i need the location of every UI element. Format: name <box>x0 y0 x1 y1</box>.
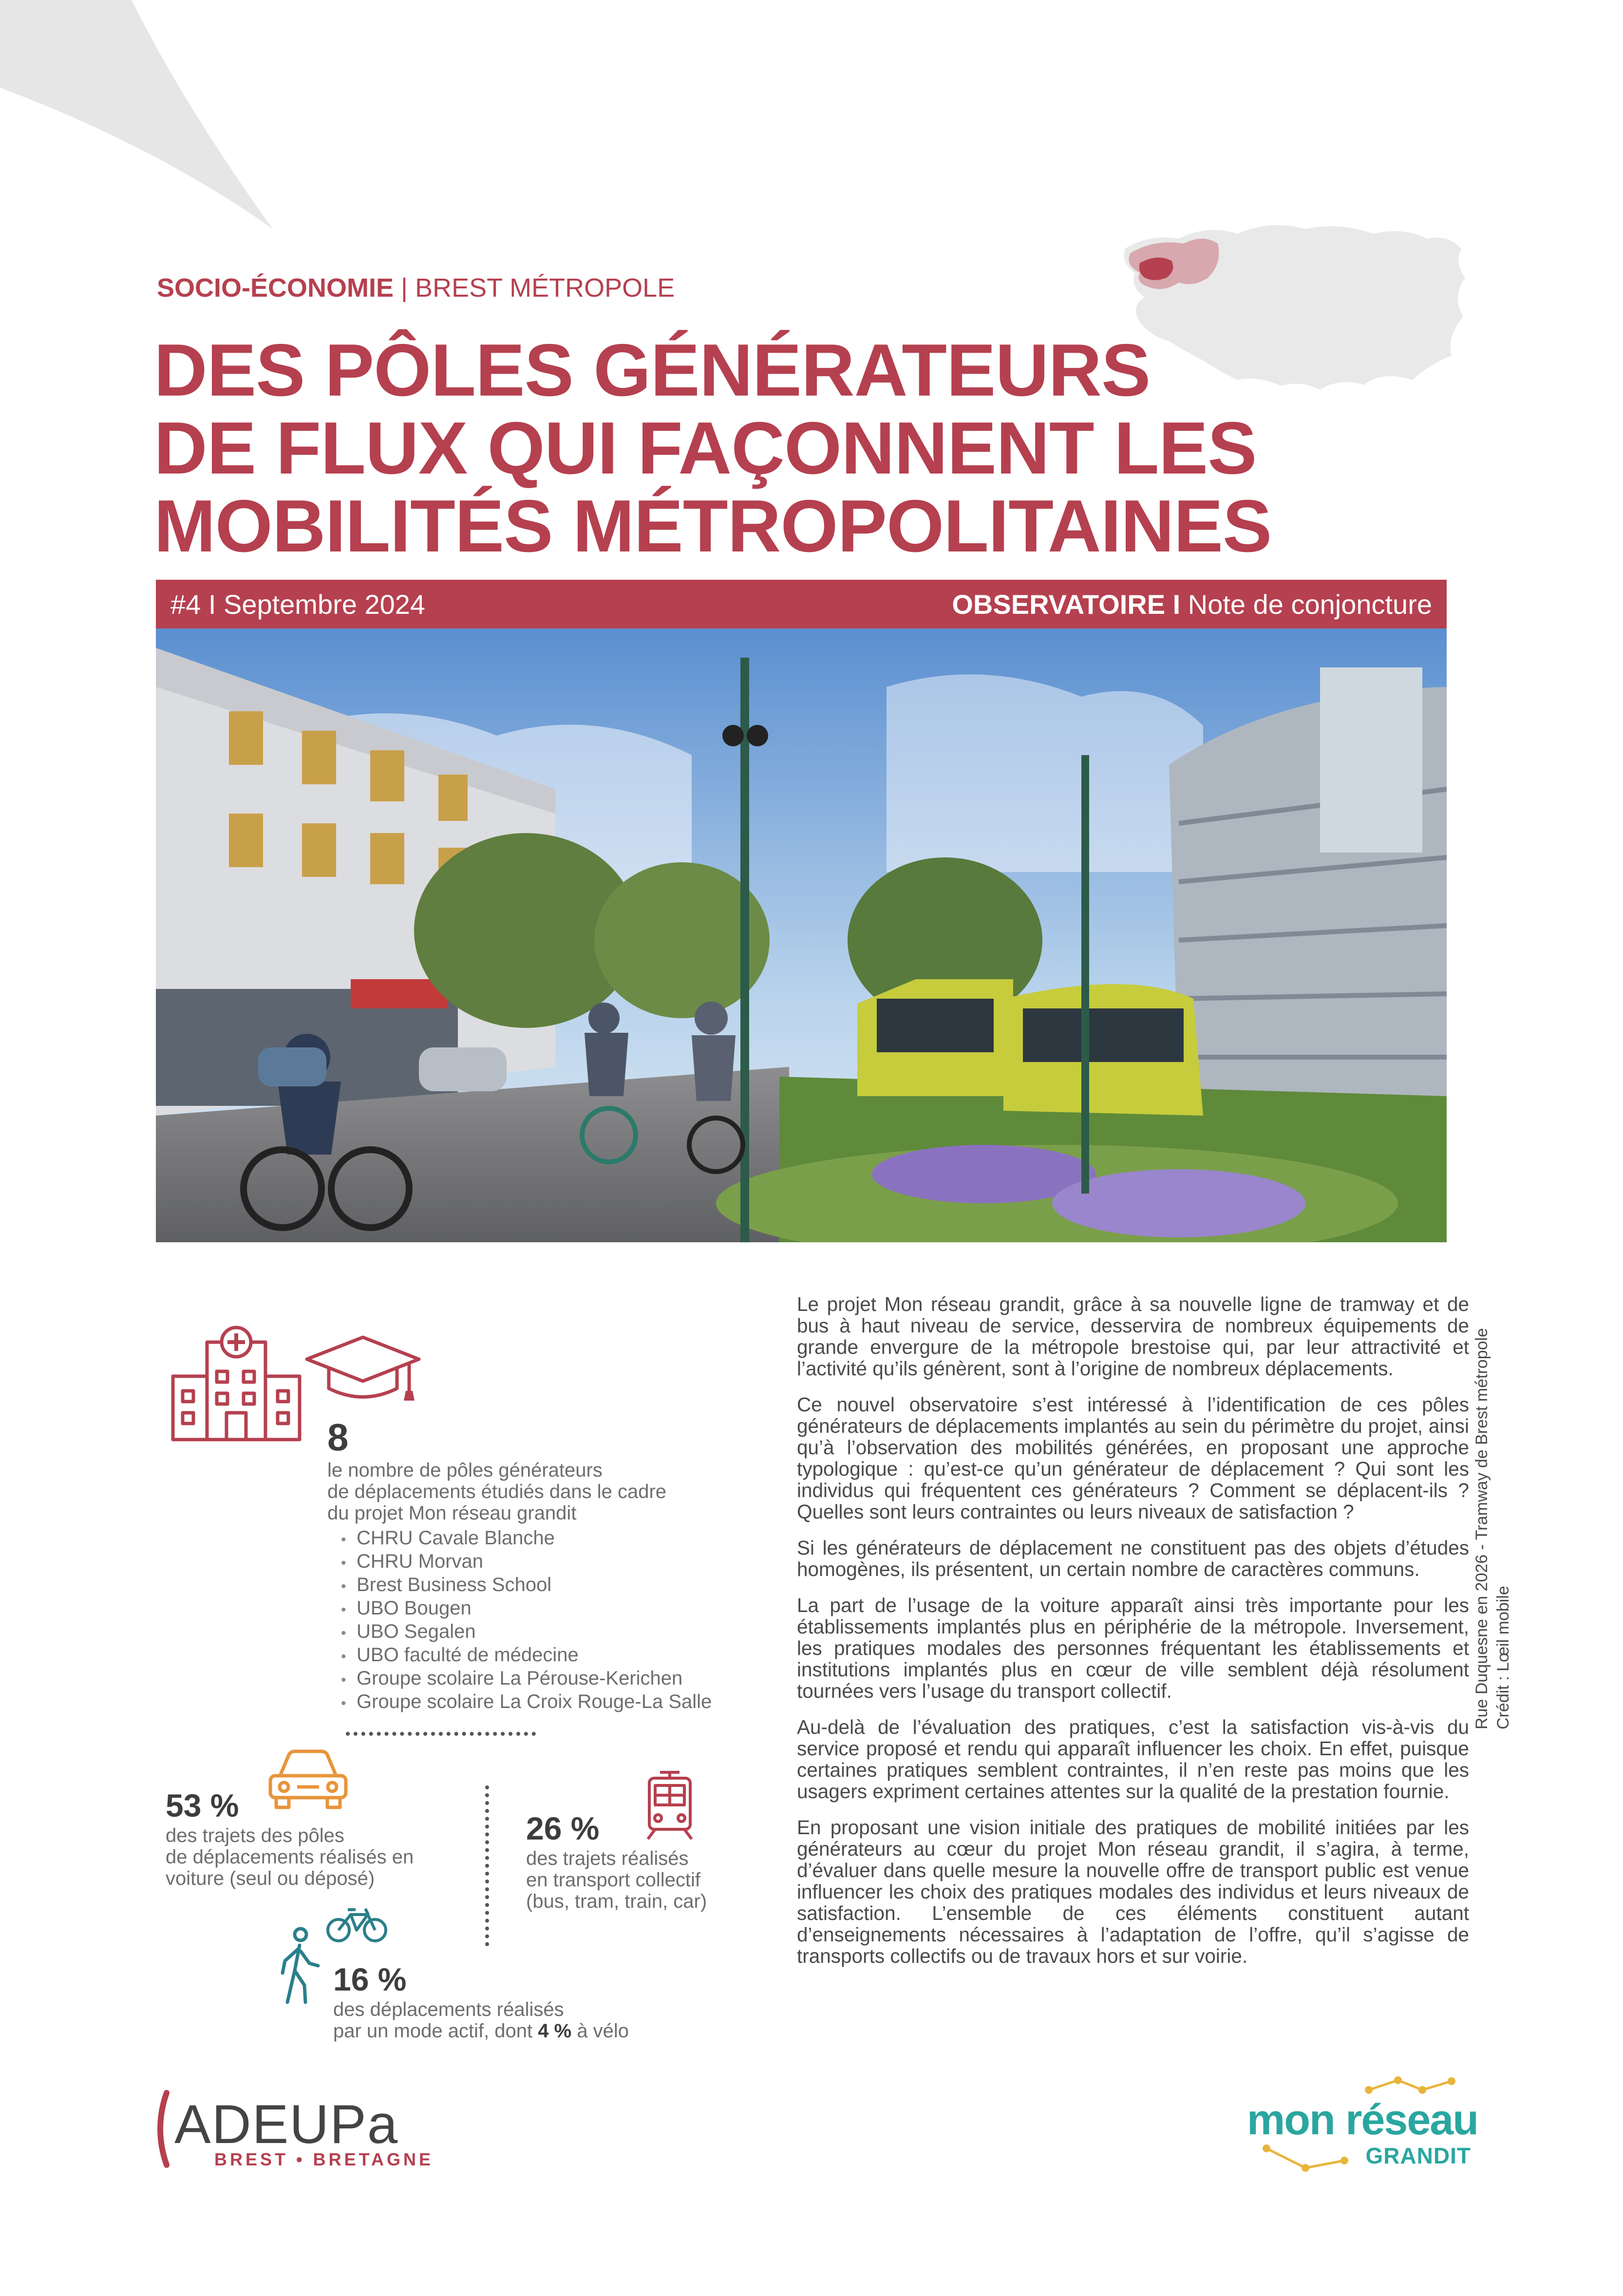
kicker <box>157 273 675 303</box>
transit-desc-line: des trajets réalisés <box>526 1848 689 1869</box>
page-title <box>154 329 1430 568</box>
tramway-photo <box>156 628 1447 1242</box>
dotted-divider <box>346 1732 536 1736</box>
body-text <box>797 1293 1469 1981</box>
series-rest: Note de conjoncture <box>1180 589 1432 620</box>
train-icon <box>645 1768 694 1841</box>
adeupa-bracket-icon <box>151 2090 170 2168</box>
title-line: DE FLUX QUI FAÇONNENT LES <box>154 407 1257 490</box>
poles-description <box>327 1460 666 1524</box>
place-label: BREST MÉTROPOLE <box>415 273 675 303</box>
category-label: SOCIO-ÉCONOMIE <box>157 273 394 303</box>
series-bold: OBSERVATOIRE I <box>952 589 1181 620</box>
poles-count: 8 <box>327 1416 349 1459</box>
issue-label: #4 I Septembre 2024 <box>170 589 426 620</box>
bike-share-value: 4 % <box>538 2020 572 2042</box>
paragraph: Au-delà de l’évaluation des pratiques, c’est la satisfaction vis-à-vis du service proposé et rendu qui apparaît influencer les choix. En effet, puisque certaines pratiques semblent contraintes, il n’en reste pas moins que les usagers expriment certaines attentes sur la qualité de la prestation fournie. <box>797 1716 1469 1803</box>
adeupa-logo <box>151 2090 434 2169</box>
transit-desc-line: (bus, tram, train, car) <box>526 1891 707 1912</box>
graduation-cap-icon <box>304 1335 421 1408</box>
car-icon <box>265 1749 351 1810</box>
credit-author: Crédit : Lœil mobile <box>1494 1586 1512 1729</box>
title-line: DES PÔLES GÉNÉRATEURS <box>154 329 1151 412</box>
active-desc-line: des déplacements réalisés <box>333 1999 564 2020</box>
adeupa-name: ADEUPa <box>174 2094 399 2155</box>
list-item: • Groupe scolaire La Croix Rouge-La Salle <box>341 1691 712 1714</box>
poles-desc-line: de déplacements étudiés dans le cadre <box>327 1481 667 1502</box>
active-desc-post: à vélo <box>571 2020 629 2042</box>
car-desc-line: voiture (seul ou déposé) <box>166 1868 375 1889</box>
active-share-value: 16 % <box>333 1961 407 1997</box>
list-item: • UBO faculté de médecine <box>341 1644 712 1668</box>
list-item: • CHRU Cavale Blanche <box>341 1527 712 1551</box>
kicker-separator: | <box>401 273 408 303</box>
poles-desc-line: le nombre de pôles générateurs <box>327 1460 603 1481</box>
active-description <box>333 1999 629 2042</box>
credit-caption: Rue Duquesne en 2026 - Tramway de Brest métropole <box>1472 1328 1491 1729</box>
poles-desc-line: du projet Mon réseau grandit <box>327 1502 577 1524</box>
hospital-icon <box>170 1323 302 1442</box>
info-bar <box>156 580 1447 628</box>
transit-share-value: 26 % <box>526 1810 600 1846</box>
decorative-swoosh <box>0 0 302 253</box>
grandit-text: GRANDIT <box>1365 2143 1471 2168</box>
active-desc-line2 <box>333 2020 629 2042</box>
car-desc-line: de déplacements réalisés en <box>166 1846 414 1868</box>
photo-credit <box>1471 1247 1512 1734</box>
transit-desc-line: en transport collectif <box>526 1869 700 1891</box>
poles-list <box>341 1527 712 1714</box>
bicycle-icon <box>326 1905 387 1944</box>
car-desc-line: des trajets des pôles <box>166 1825 344 1846</box>
paragraph: Si les générateurs de déplacement ne constituent pas des objets d’études homogènes, ils présentent, un certain nombre de caractères communs. <box>797 1537 1469 1580</box>
mon-reseau-grandit-logo <box>1247 2075 1476 2173</box>
list-item: • UBO Bougen <box>341 1597 712 1621</box>
list-item: • Groupe scolaire La Pérouse-Kerichen <box>341 1668 712 1691</box>
paragraph: En proposant une vision initiale des pratiques de mobilité initiées par les générateurs au cœur du projet Mon réseau grandit, il s’agira, à terme, d’évaluer dans quelle mesure la nouvelle offre de transport public est venue influencer les choix des pratiques modales des individus et leurs niveaux de satisfaction. L’ensemble de ces éléments constituent autant d’enseignements nécessaires à l’adaptation de l’offre, qu’il s’agisse de transports collectifs ou de travaux hors et sur voirie. <box>797 1816 1469 1967</box>
paragraph: Ce nouvel observatoire s’est intéressé à l’identification de ces pôles générateurs de déplacements implantés au sein du périmètre du projet, ainsi qu’à l’observation des mobilités générées, en proposant une approche typologique : qu’est-ce qu’un générateur de déplacement ? Qui sont les individus qui fréquentent ces générateurs ? Comment se déplacent-ils ? Quelles sont leurs contraintes ou leurs niveaux de satisfaction ? <box>797 1393 1469 1523</box>
paragraph: Le projet Mon réseau grandit, grâce à sa nouvelle ligne de tramway et de bus à haut niveau de service, desservira de nombreux équipements de grande envergure de la métropole brestoise qui, par leur attractivité et l’activité qu’ils génèrent, sont à l’origine de nombreux déplacements. <box>797 1293 1469 1380</box>
mon-reseau-text: mon réseau <box>1247 2095 1478 2144</box>
transit-description <box>526 1848 707 1912</box>
list-item: • Brest Business School <box>341 1574 712 1597</box>
active-desc-pre: par un mode actif, dont <box>333 2020 538 2042</box>
vertical-dotted-divider <box>485 1785 489 1946</box>
title-line: MOBILITÉS MÉTROPOLITAINES <box>154 485 1272 568</box>
car-description <box>166 1825 414 1889</box>
paragraph: La part de l’usage de la voiture apparaît ainsi très importante pour les établissements implantés plus en périphérie de la métropole. Inversement, les pratiques modales des personnes fréquentant les établissements et institutions implantés plus en cœur de ville semblent déjà résolument tournées vers l’usage du transport collectif. <box>797 1594 1469 1702</box>
list-item: • CHRU Morvan <box>341 1551 712 1574</box>
series-label <box>952 588 1432 620</box>
car-share-value: 53 % <box>166 1787 239 1823</box>
list-item: • UBO Segalen <box>341 1621 712 1644</box>
adeupa-tagline: BREST • BRETAGNE <box>214 2149 434 2169</box>
pedestrian-icon <box>275 1927 321 2005</box>
